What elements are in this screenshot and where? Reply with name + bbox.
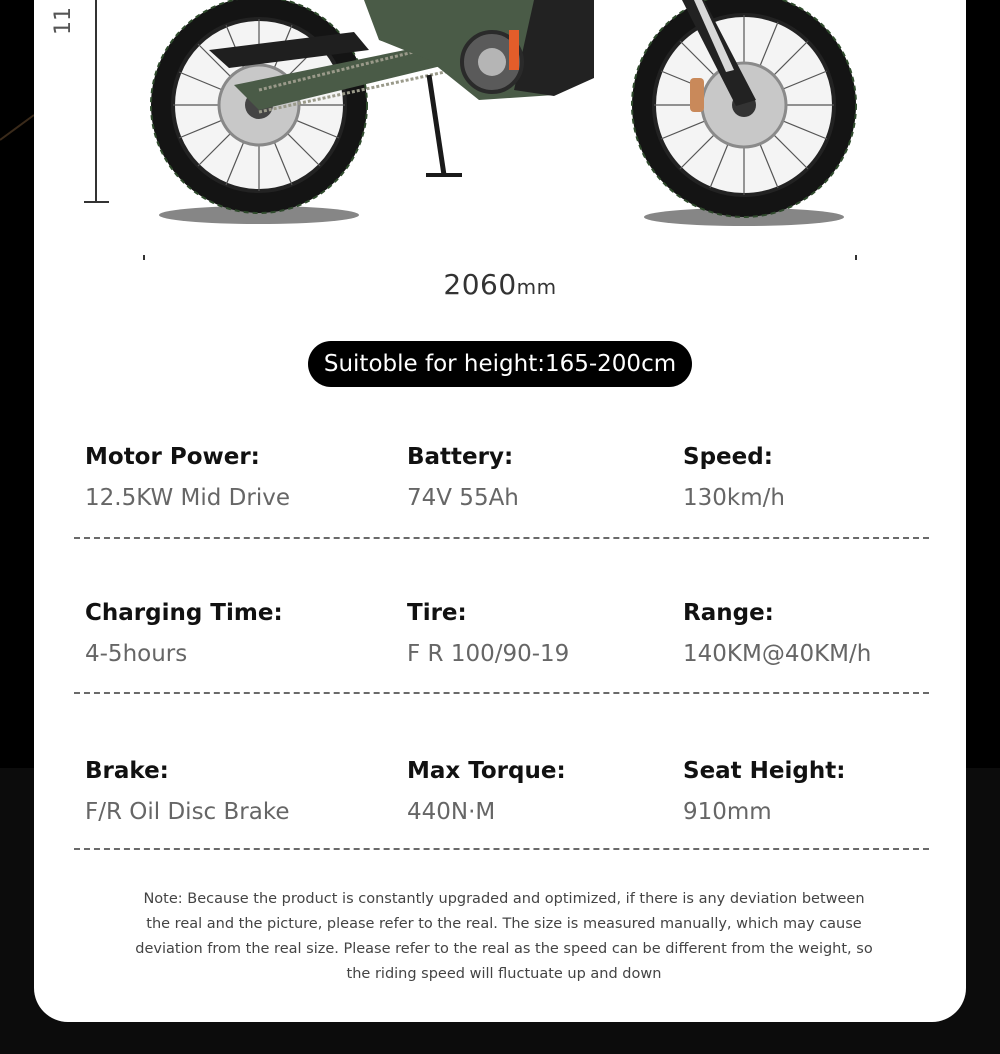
spec-label: Battery:: [407, 444, 514, 470]
spec-charging-time: [85, 600, 283, 667]
spec-label: Range:: [683, 600, 774, 626]
spec-value: F R 100/90-19: [407, 641, 570, 667]
divider: [74, 848, 929, 850]
front-wheel: [632, 0, 856, 217]
spec-value: F/R Oil Disc Brake: [85, 799, 290, 825]
spec-card: [34, 0, 966, 1022]
spec-range: [683, 600, 871, 667]
spec-label: Seat Height:: [683, 758, 846, 784]
spec-label: Max Torque:: [407, 758, 566, 784]
motorcycle-image: [34, 0, 966, 260]
spec-label: Motor Power:: [85, 444, 260, 470]
spec-label: Speed:: [683, 444, 773, 470]
spec-label: Tire:: [407, 600, 467, 626]
spec-label: Charging Time:: [85, 600, 283, 626]
length-unit: mm: [516, 275, 557, 299]
spec-speed: [683, 444, 785, 511]
spec-tire: [407, 600, 569, 667]
spec-row: [34, 758, 966, 848]
disclaimer-note: Note: Because the product is constantly upgraded and optimized, if there is any deviation between the real and the picture, please refer to the real. The size is measured manually, which may cause deviation from the real size. Please refer to the real as the speed can be different from the weight, so the riding speed will fluctuate up and down: [135, 891, 873, 982]
divider: [74, 692, 929, 694]
divider: [74, 537, 929, 539]
spec-value: 4-5hours: [85, 641, 188, 667]
height-dimension-label: 11: [51, 7, 76, 35]
spec-motor-power: [85, 444, 290, 511]
spec-brake: [85, 758, 289, 825]
spec-row: [34, 600, 966, 690]
spec-label: Brake:: [85, 758, 169, 784]
spec-value: 74V 55Ah: [407, 485, 519, 511]
spec-value: 440N·M: [407, 799, 496, 825]
suitable-height-badge: Suitoble for height:165-200cm: [308, 341, 692, 387]
spec-value: 910mm: [683, 799, 772, 825]
spec-value: 140KM@40KM/h: [683, 641, 872, 667]
length-dimension-label: [34, 268, 966, 301]
spec-max-torque: [407, 758, 566, 825]
spec-value: 130km/h: [683, 485, 785, 511]
spec-battery: [407, 444, 519, 511]
spec-seat-height: [683, 758, 845, 825]
spec-value: 12.5KW Mid Drive: [85, 485, 290, 511]
spec-row: [34, 444, 966, 534]
length-value: 2060: [443, 268, 517, 301]
